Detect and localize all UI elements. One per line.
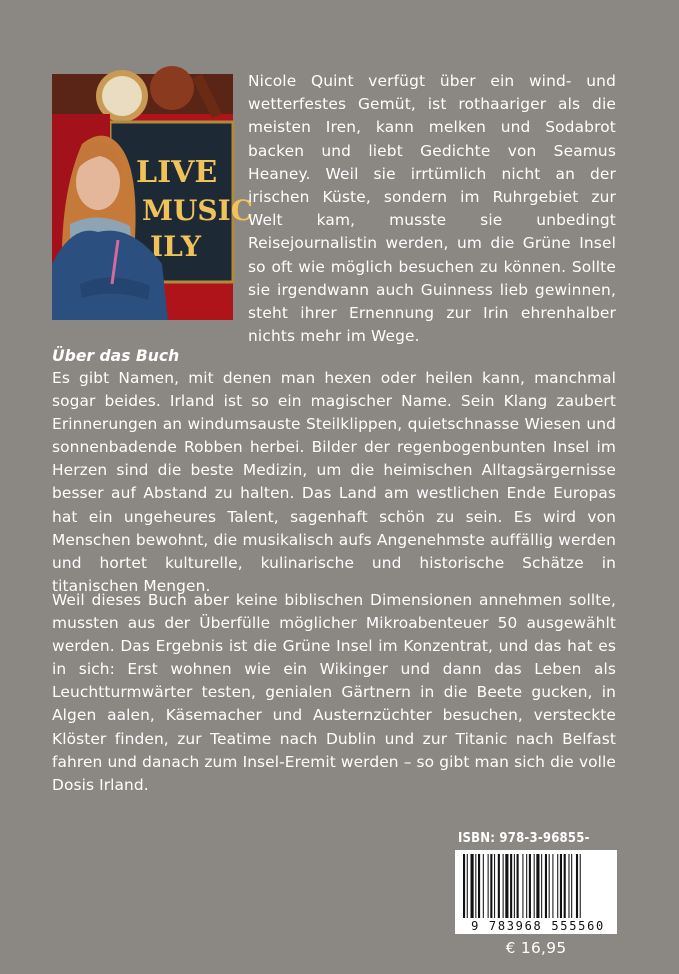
barcode-bar: [494, 854, 495, 918]
barcode-bar: [510, 854, 512, 918]
barcode-bar: [580, 854, 581, 918]
barcode-bar: [529, 854, 531, 918]
barcode-bar: [560, 854, 562, 918]
barcode-bar: [545, 854, 547, 918]
barcode-bar: [549, 854, 550, 918]
barcode-bar: [576, 854, 578, 918]
barcode-bar: [478, 854, 480, 918]
price: € 16,95: [505, 939, 567, 957]
barcode-bar: [483, 854, 484, 918]
barcode-bar: [514, 854, 515, 918]
barcode-bar: [552, 854, 553, 918]
barcode-bar: [475, 854, 476, 918]
sign-line-3: ILY: [150, 230, 201, 263]
barcode-bar: [541, 854, 542, 918]
about-paragraph-2: Weil dieses Buch aber keine biblischen Dimensionen annehmen sollte, mussten aus der Überfülle möglicher Mikroabenteuer 50 ausgewählt werden. Das Ergebnis ist die Grüne Insel im Konzentrat, und das hat es in sich: Erst wohnen wie ein Wikinger und dann das Leben als Leuchtturmwärter testen, genialen Gärtnern in die Beete gucken, in Algen aalen, Käsemacher und Austernzüchter besuchen, versteckte Klöster finden, zur Teatime nach Dublin und zur Titanic nach Belfast fahren und danach zum Insel-Eremit werden – so gibt man sich die volle Dosis Irland.: [52, 591, 616, 794]
barcode-bar: [503, 854, 504, 918]
barcode: [455, 850, 617, 934]
barcode-bars: [455, 850, 617, 920]
barcode-bar: [490, 854, 492, 918]
author-bio: Nicole Quint verfügt über ein wind- und wetterfestes Gemüt, ist rothaariger als die meisten Iren, kann melken und Sodabrot backen und liebt Gedichte von Seamus Heaney. Weil sie irrtümlich nicht an der irischen Küste, sondern im Ruhrgebiet zur Welt kam, musste sie unbedingt Reisejournalistin werden, um die Grüne Insel so oft wie möglich besuchen zu können. Sollte sie irgendwann auch Guinness lieb gewinnen, steht ihrer Ernennung zur Irin ehrenhalber nichts mehr im Wege.: [248, 72, 616, 346]
author-photo: [52, 74, 254, 320]
barcode-bar: [463, 854, 465, 918]
barcode-bar: [517, 854, 519, 918]
barcode-bar: [471, 854, 474, 918]
barcode-bar: [557, 854, 558, 918]
isbn-label: ISBN: 978-3-96855-: [458, 831, 590, 846]
barcode-bar: [526, 854, 527, 918]
barcode-bar: [534, 854, 535, 918]
barcode-bar: [568, 854, 569, 918]
barcode-bar: [536, 854, 539, 918]
barcode-bar: [571, 854, 572, 918]
barcode-digits: 9 783968 555560: [471, 919, 605, 933]
section-title-about: Über das Buch: [52, 347, 180, 365]
barcode-bar: [498, 854, 500, 918]
about-paragraph-1: Es gibt Namen, mit denen man hexen oder heilen kann, manchmal sogar beides. Irland ist so ein magischer Name. Sein Klang zaubert Erinnerungen an windumsauste Steilklippen, quietschnasse Wiesen und sonnenbadende Robben herbei. Bilder der regenbogenbunten Insel im Herzen sind die beste Medizin, um die heimischen Alltagsärgernisse besser auf Abstand zu halten. Das Land am westlichen Ende Europas hat ein ungeheures Talent, sagenhaft schön zu sein. Es wird von Menschen bewohnt, die musikalisch aufs Angenehmste auffällig werden und hortet kulturelle, kulinarische und historische Schätze in titanischen Mengen.: [52, 369, 616, 595]
barcode-bar: [564, 854, 566, 918]
barcode-bar: [505, 854, 508, 918]
sign-line-2: MUSIC: [142, 194, 254, 227]
sign-line-1: LIVE: [136, 155, 218, 190]
barcode-bar: [467, 854, 468, 918]
barcode-bar: [522, 854, 523, 918]
barcode-bar: [488, 854, 489, 918]
